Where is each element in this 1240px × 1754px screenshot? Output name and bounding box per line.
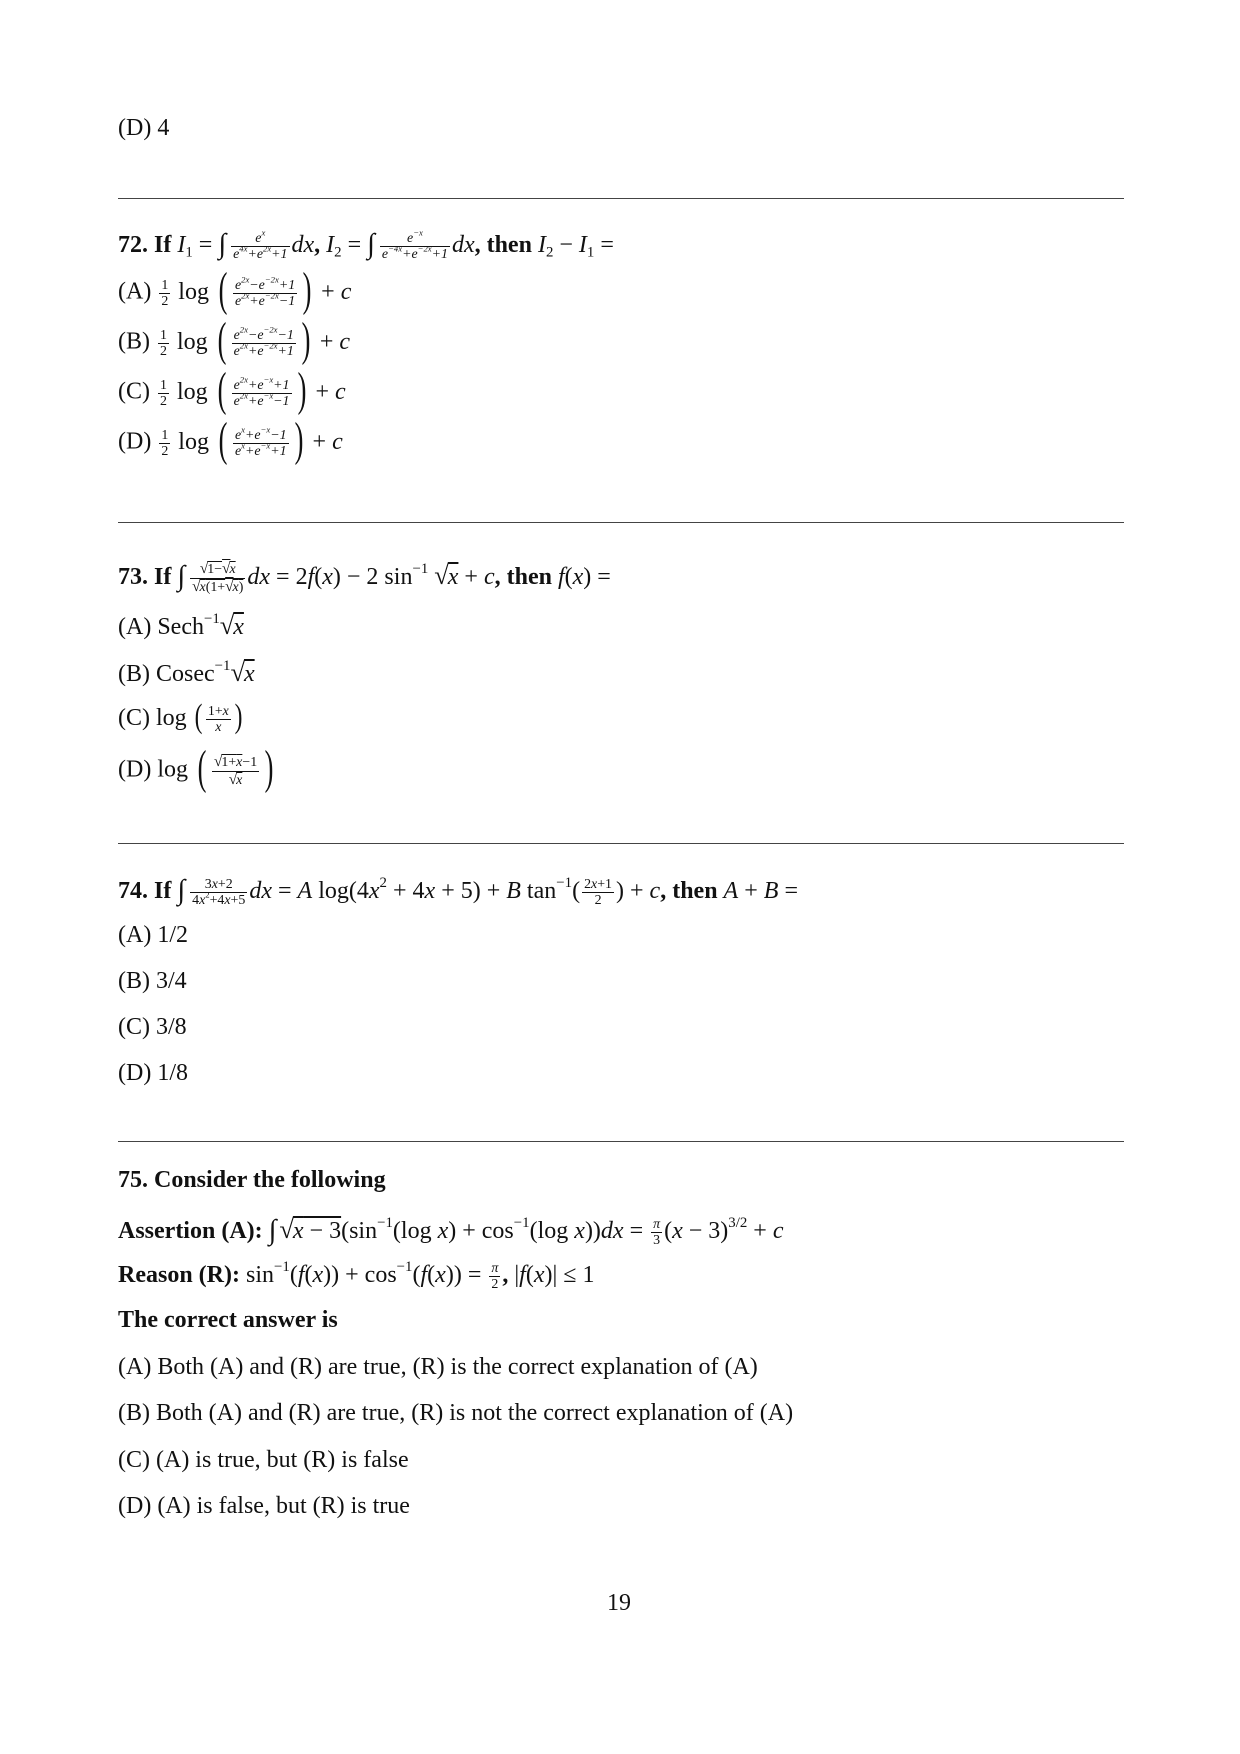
divider xyxy=(118,1141,1124,1142)
math: $\frac{1}{2}$ log ( $\frac{e^{2x}+e^{-x}+1}{e^{2x}+e^{-x}-1}$ ) + c xyxy=(160,363,346,416)
question-75-title: 75. Consider the following xyxy=(118,1167,386,1193)
then-word: then xyxy=(672,878,718,904)
option-label: (B) xyxy=(118,328,150,355)
option-72-a xyxy=(118,263,352,316)
page-number: 19 xyxy=(607,1590,631,1616)
assertion-line xyxy=(118,1214,784,1248)
option-label: (B) Cosec xyxy=(118,661,215,687)
option-73-d xyxy=(118,741,277,794)
divider xyxy=(118,522,1124,523)
prev-option-d: (D) 4 xyxy=(118,115,170,141)
option-label: (C) xyxy=(118,378,150,405)
option-73-a xyxy=(118,610,244,641)
option-label: (A) xyxy=(118,278,152,305)
question-number: 74. xyxy=(118,878,148,904)
assertion-label: Assertion (A): xyxy=(118,1218,263,1244)
option-74-d: (D) 1/8 xyxy=(118,1060,188,1086)
question-73-stem: 73. If ∫ $\frac{√1-√x}{√x(1+√x)}$ dx = 2f(x) − 2 $\sin^{-1} √x + c$, then f(x) = xyxy=(118,560,611,595)
option-label: (D) log xyxy=(118,756,188,783)
option-label: (A) Sech xyxy=(118,614,204,640)
math: $^{-1}$√x xyxy=(214,657,255,687)
then-word: then xyxy=(506,564,552,590)
math: $\frac{1}{2}$ log ( $\frac{e^{2x}-e^{-2x}-1}{e^{2x}+e^{-2x}+1}$ ) + c xyxy=(160,313,351,366)
math: $\frac{1}{2}$ log ( $\frac{e^x+e^{-x}-1}{e^x+e^{-x}+1}$ ) + c xyxy=(161,413,343,466)
then-word: then xyxy=(486,232,532,258)
option-72-c xyxy=(118,363,346,416)
option-72-d xyxy=(118,413,343,466)
option-label: (D) xyxy=(118,428,152,455)
correct-answer-label: The correct answer is xyxy=(118,1307,338,1333)
math: $^{-1}$√x xyxy=(203,610,244,640)
math: $\sin^{-1}(f(x)) + \cos^{-1}(f(x))$ = $\frac{\pi}{2}$ , |f(x)| ≤ 1 xyxy=(245,1258,595,1293)
math: $I_2$ = ∫ $\frac{e^{-x}}{e^{-4x}+e^{-2x}+1}$ dx xyxy=(326,227,475,262)
math: ( $\frac{√1+x-1}{√x}$ ) xyxy=(197,741,274,794)
math: ∫ $√x - 3(\sin^{-1}(\log$ $x) + \cos^{-1}(\log$ x))dx = $\frac{\pi}{3}$ $(x - 3)^{3/2} + c$ xyxy=(268,1214,784,1248)
option-75-c: (C) (A) is true, but (R) is false xyxy=(118,1447,409,1473)
math: A + B = xyxy=(723,878,798,904)
math: $I_2 - I_1$ = xyxy=(537,232,614,261)
option-74-c: (C) 3/8 xyxy=(118,1014,187,1040)
option-74-a: (A) 1/2 xyxy=(118,922,188,948)
if-word: If xyxy=(154,232,172,258)
if-word: If xyxy=(154,878,172,904)
divider xyxy=(118,843,1124,844)
reason-label: Reason (R): xyxy=(118,1262,240,1289)
math: f(x) = xyxy=(557,564,611,590)
question-number: 72. xyxy=(118,232,148,258)
option-72-b xyxy=(118,313,351,366)
math: $I_1$ = ∫ $\frac{e^x}{e^{4x}+e^{2x}+1}$ dx xyxy=(177,227,315,262)
question-74-stem: 74. If ∫ $\frac{3x+2}{4x^2+4x+5}$ dx = A $\log(4x^2 + 4x + 5) + B$ $\tan^{-1}$( $\frac{2x+1}{2}$ ) + c, then A + B = xyxy=(118,874,798,908)
question-number: 73. xyxy=(118,564,148,590)
reason-line xyxy=(118,1258,595,1293)
option-75-a: (A) Both (A) and (R) are true, (R) is the correct explanation of (A) xyxy=(118,1354,758,1380)
option-75-d: (D) (A) is false, but (R) is true xyxy=(118,1493,410,1519)
option-74-b: (B) 3/4 xyxy=(118,968,187,994)
math: ( $\frac{1+x}{x}$ ) xyxy=(194,698,243,736)
option-73-c xyxy=(118,698,244,736)
if-word: If xyxy=(154,564,172,590)
option-73-b xyxy=(118,657,255,688)
math: $\frac{1}{2}$ log ( $\frac{e^{2x}-e^{-2x}+1}{e^{2x}+e^{-2x}-1}$ ) + c xyxy=(161,263,352,316)
divider xyxy=(118,198,1124,199)
option-label: (C) log xyxy=(118,705,187,732)
option-75-b: (B) Both (A) and (R) are true, (R) is not the correct explanation of (A) xyxy=(118,1400,794,1426)
math: ∫ $\frac{3x+2}{4x^2+4x+5}$ dx = A $\log(4x^2 + 4x + 5) + B$ $\tan^{-1}$( $\frac{2x+1}{2}$ ) + c xyxy=(177,874,661,908)
question-72-stem: 72. If $I_1$ = ∫ $\frac{e^x}{e^{4x}+e^{2x}+1}$ dx, $I_2$ = ∫ $\frac{e^{-x}}{e^{-4x}+e^{-2x}+1}$ dx, then $I_2 - I_1$ = xyxy=(118,227,614,262)
math: ∫ $\frac{√1-√x}{√x(1+√x)}$ dx = 2f(x) − 2 $\sin^{-1} √x + c$ xyxy=(177,560,495,595)
